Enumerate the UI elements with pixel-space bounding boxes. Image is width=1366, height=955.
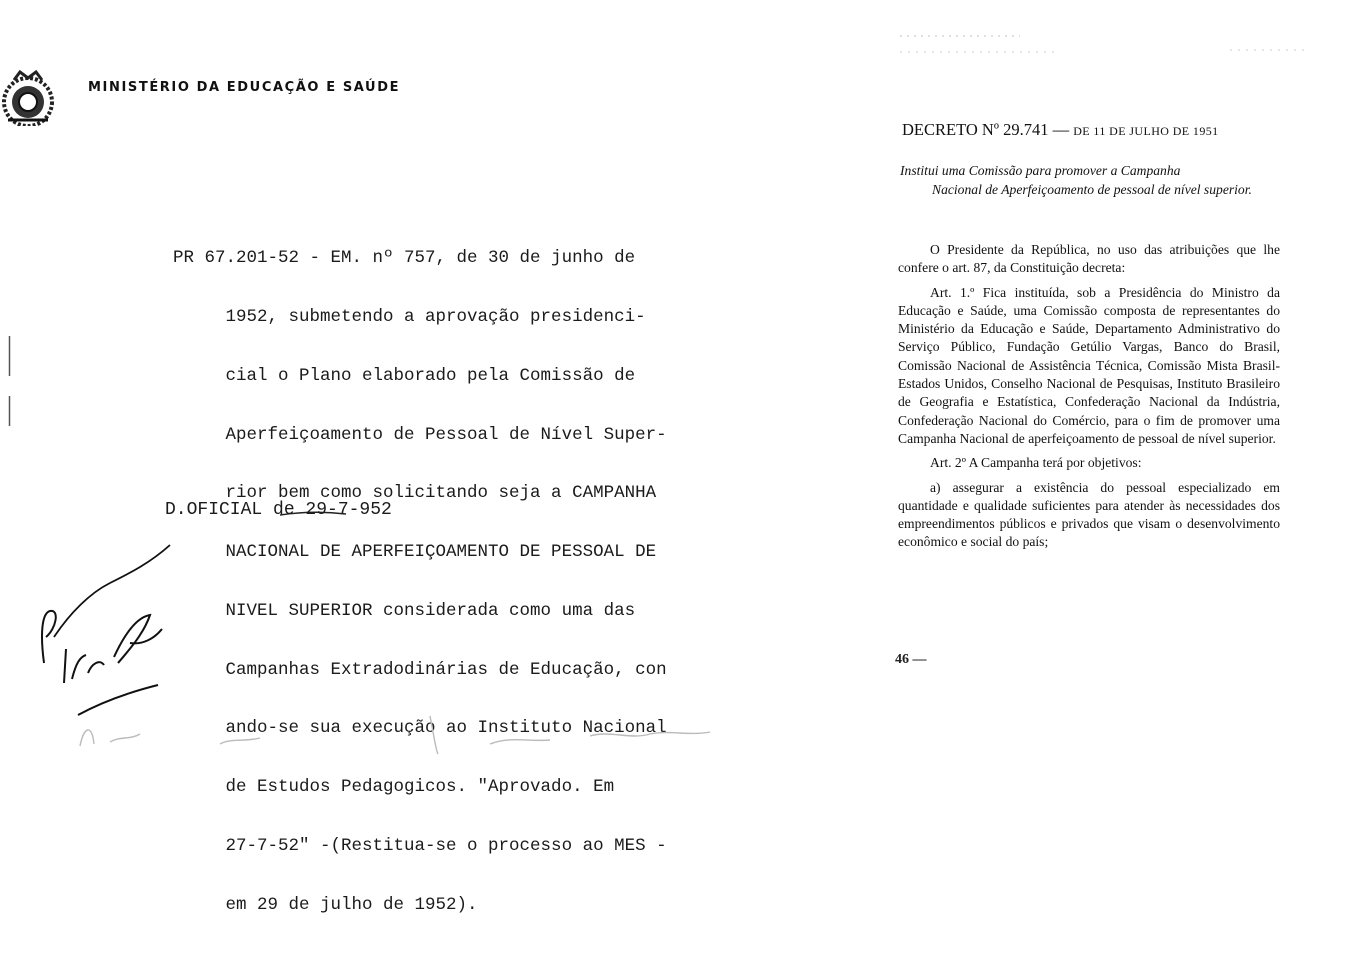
right-document-page	[870, 0, 1366, 768]
typed-line: NACIONAL DE APERFEIÇOAMENTO DE PESSOAL DE	[173, 542, 657, 563]
decree-body	[898, 241, 1280, 558]
typed-line: ando-se sua execução ao Instituto Nacional	[173, 718, 667, 739]
decree-number: DECRETO Nº 29.741 —	[902, 120, 1070, 139]
page-number: 46 —	[895, 652, 927, 667]
decree-title	[902, 120, 1292, 140]
faint-handwriting	[70, 696, 750, 756]
typed-line: PR 67.201-52 - EM. nº 757, de 30 de junho de	[173, 248, 636, 269]
handwritten-signature	[30, 533, 190, 723]
typed-line: em 29 de julho de 1952).	[173, 894, 478, 915]
typed-line: de Estudos Pedagogicos. "Aprovado. Em	[173, 777, 615, 798]
article-2-item-a: a) assegurar a existência do pessoal especializado em quantidade e qualidade suficientes para atender às necessidades dos empreendimentos públicos e privados que visam o desenvolvimento econômico e social do país;	[898, 479, 1280, 550]
official-gazette-line: D.OFICIAL de 29-7-952	[165, 500, 392, 520]
preamble: O Presidente da República, no uso das atribuições que lhe confere o art. 87, da Constituição decreta:	[898, 242, 1280, 276]
typed-line: NIVEL SUPERIOR considerada como uma das	[173, 600, 636, 621]
summary-line: Institui uma Comissão para promover a Campanha	[900, 163, 1181, 178]
typed-line: Campanhas Extradodinárias de Educação, con	[173, 659, 667, 680]
left-document-page	[0, 28, 775, 915]
typed-line: 27-7-52" -(Restitua-se o processo ao MES -	[173, 836, 667, 856]
typed-line: Aperfeiçoamento de Pessoal de Nível Super-	[173, 424, 667, 445]
margin-mark	[8, 336, 11, 426]
article-1: Art. 1.º Fica instituída, sob a Presidência do Ministro da Educação e Saúde, uma Comissão composta de representantes do Ministério da Educação e Saúde, Departamento Administrativo do Serviço Público, Fundação Getúlio Vargas, Banco do Brasil, Comissão Nacional de Assistência Técnica, Comissão Mista Brasil-Estados Unidos, Conselho Nacional de Pesquisas, Instituto Brasileiro de Geografia e Estatística, Confederação Nacional da Indústria, Confederação Nacional do Comércio, para o fim de promover uma Campanha Nacional de aperfeiçoamento de pessoal de nível superior.	[898, 284, 1280, 446]
typed-line: 1952, submetendo a aprovação presidenci-	[173, 306, 646, 327]
typed-dispatch	[173, 210, 773, 955]
typed-line: cial o Plano elaborado pela Comissão de	[173, 365, 636, 386]
article-2: Art. 2º A Campanha terá por objetivos:	[930, 455, 1142, 471]
coat-of-arms-seal	[0, 50, 62, 126]
letterhead: MINISTÉRIO DA EDUCAÇÃO E SAÚDE	[88, 80, 401, 95]
bleed-through-marks	[900, 30, 1320, 60]
summary-line: Nacional de Aperfeiçoamento de pessoal de nível superior.	[932, 181, 1252, 197]
typed-line: rior bem como solicitando seja a CAMPANHA	[173, 483, 657, 504]
decree-date: DE 11 DE JULHO DE 1951	[1073, 124, 1219, 138]
decree-summary	[900, 162, 1284, 199]
